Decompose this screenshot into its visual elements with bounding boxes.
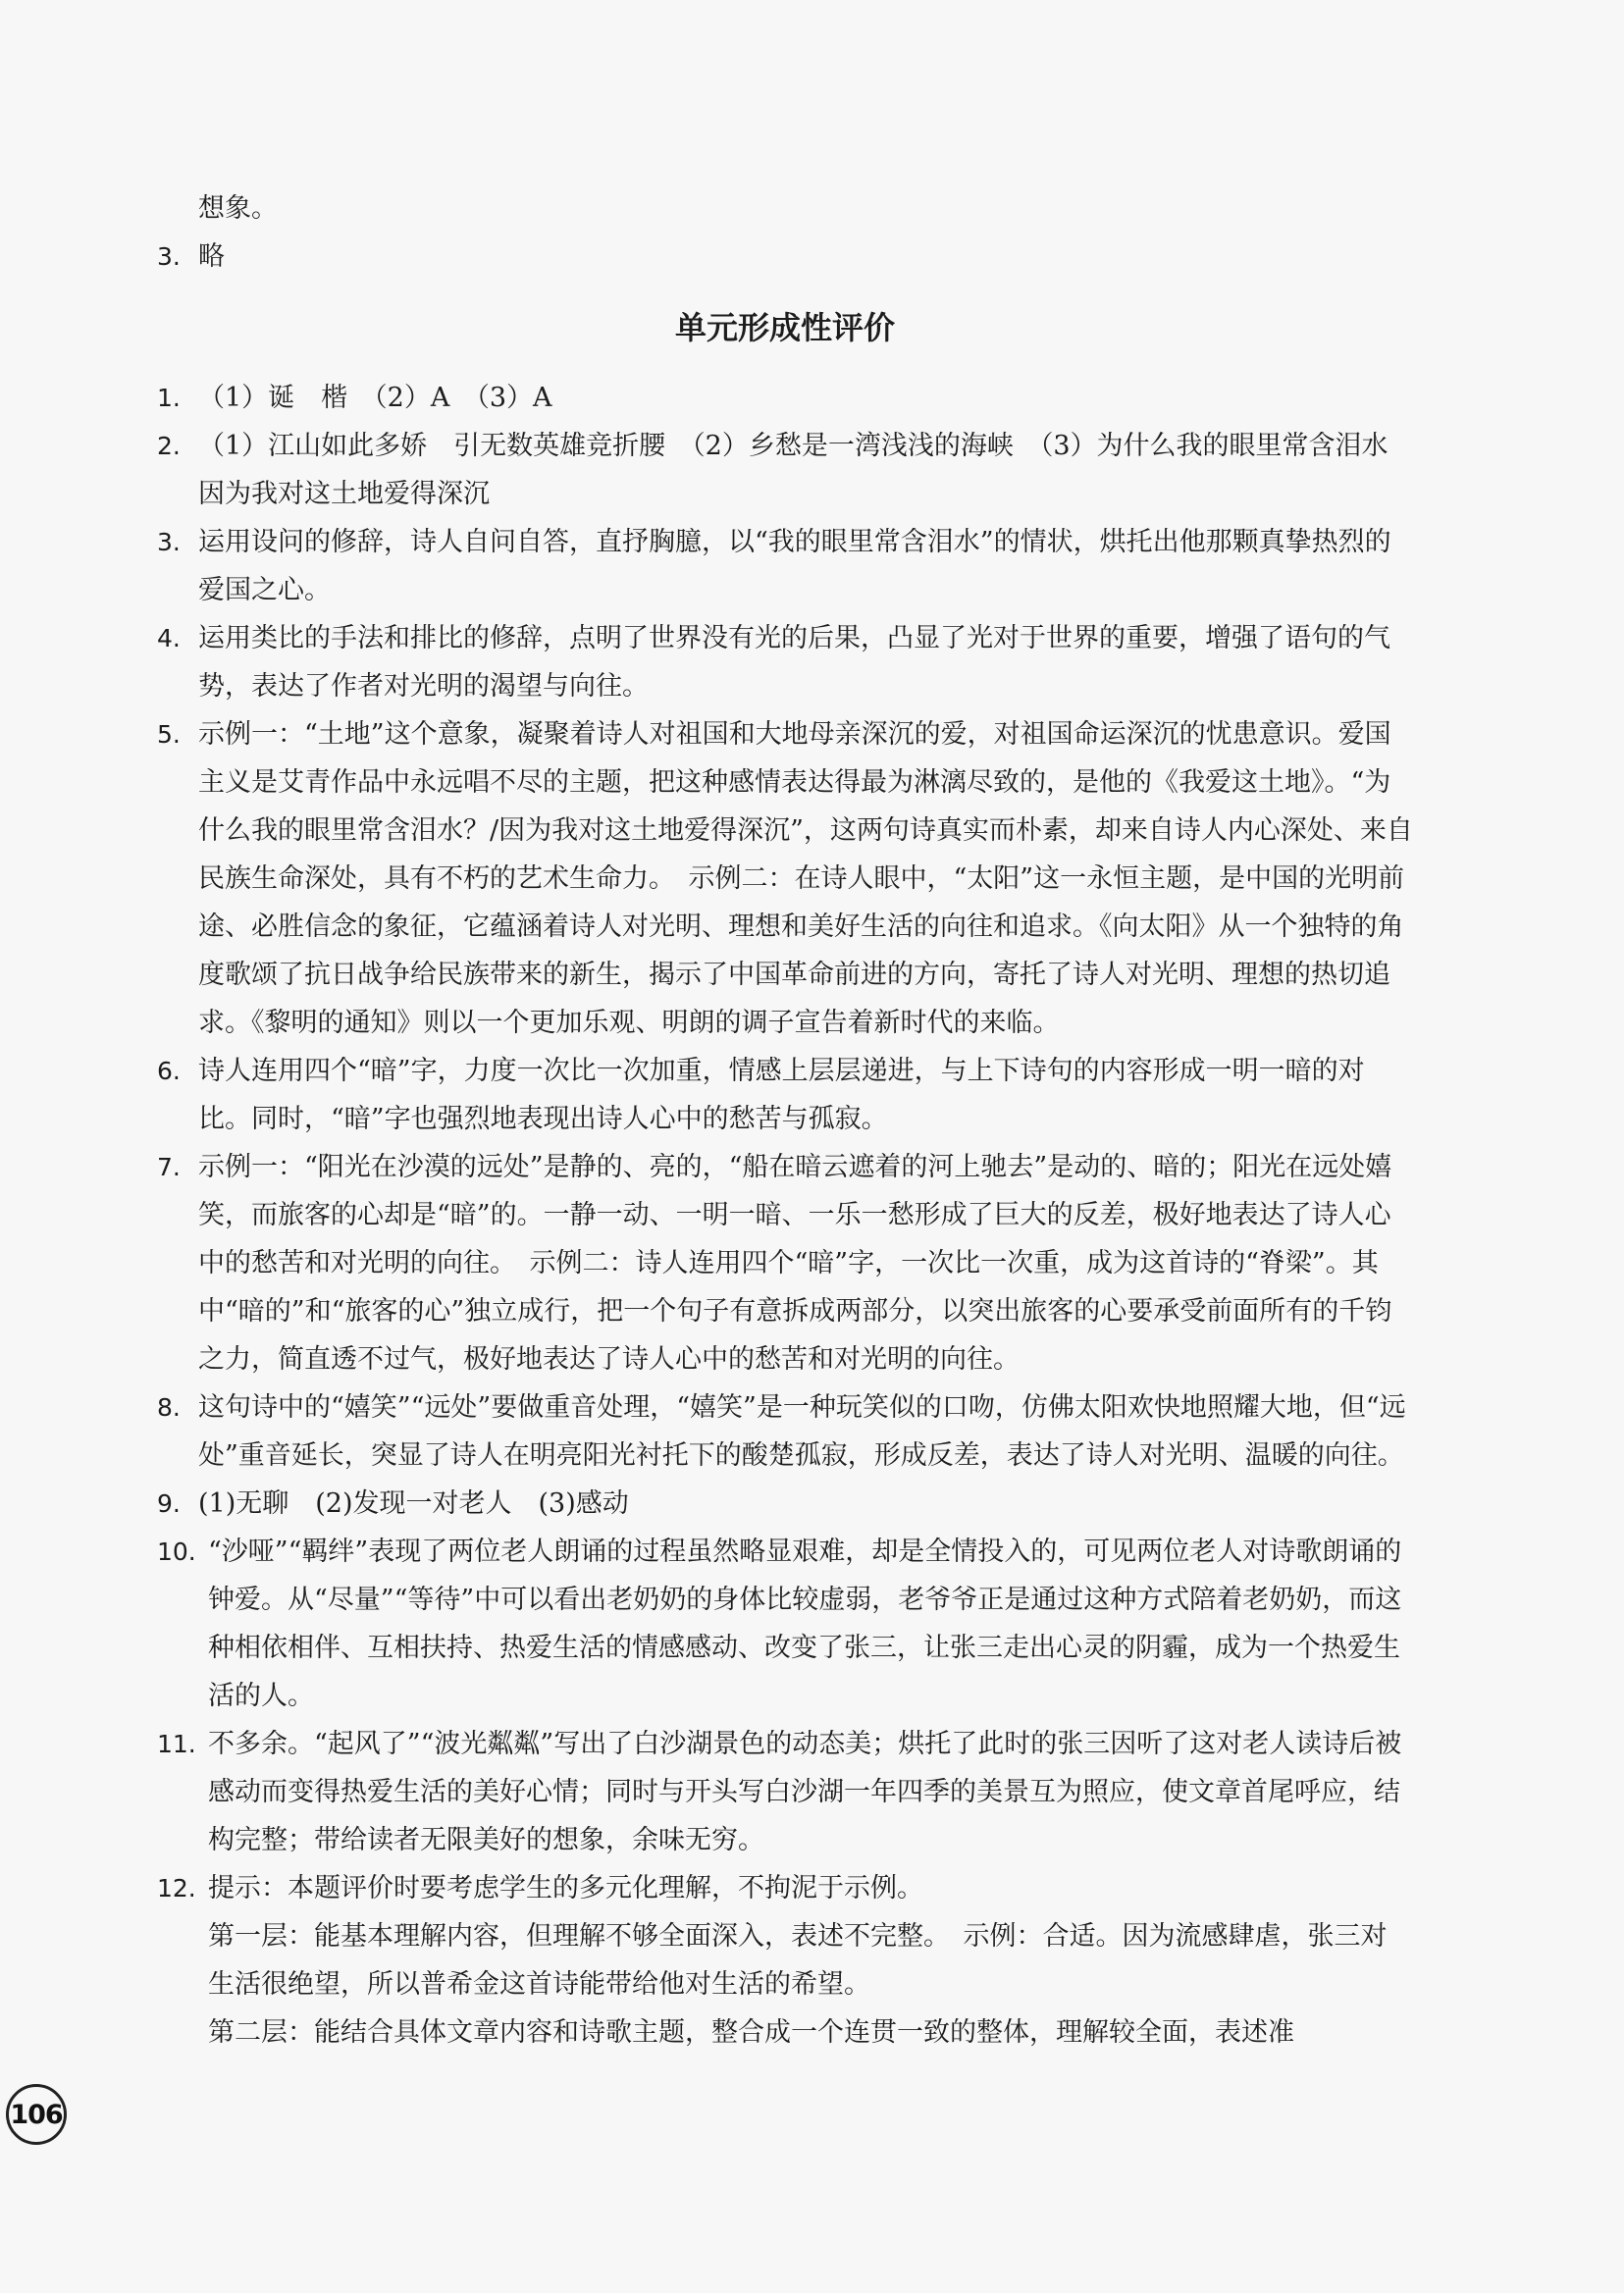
answer-item-12-level-2 [157,2008,1413,2057]
item-text: “沙哑”“羁绊”表现了两位老人朗诵的过程虽然略显艰难，却是全情投入的，可见两位老人对诗歌朗诵的钟爱。从“尽量”“等待”中可以看出老奶奶的身体比较虚弱，老爷爷正是通过这种方式陪着老奶奶，而这种相依相伴、互相扶持、热爱生活的情感感动、改变了张三，让张三走出心灵的阴霾，成为一个热爱生活的人。 [208,1537,1402,1711]
answer-item [157,1864,1413,1912]
item-text: （1）江山如此多娇 引无数英雄竞折腰 （2）乡愁是一湾浅浅的海峡 （3）为什么我的眼里常含泪水 因为我对这土地爱得深沉 [198,431,1415,509]
item-number: 9. [157,1489,181,1518]
answer-content [157,184,1413,2057]
item-text: 提示：本题评价时要考虑学生的多元化理解，不拘泥于示例。 [208,1873,923,1903]
answer-item [157,1528,1413,1720]
item-text: 示例一：“土地”这个意象，凝聚着诗人对祖国和大地母亲深沉的爱，对祖国命运深沉的忧患意识。爱国主义是艾青作品中永远唱不尽的主题，把这种感情表达得最为淋漓尽致的，是他的《我爱这土地》。“为什么我的眼里常含泪水？/因为我对这土地爱得深沉”，这两句诗真实而朴素，却来自诗人内心深处、来自民族生命深处，具有不朽的艺术生命力。 示例二：在诗人眼中，“太阳”这一永恒主题，是中国的光明前途、必胜信念的象征，它蕴涵着诗人对光明、理想和美好生活的向往和追求。《向太阳》从一个独特的角度歌颂了抗日战争给民族带来的新生，揭示了中国革命前进的方向，寄托了诗人对光明、理想的热切追求。《黎明的通知》则以一个更加乐观、明朗的调子宣告着新时代的来临。 [198,719,1413,1038]
item-text: 不多余。“起风了”“波光粼粼”写出了白沙湖景色的动态美；烘托了此时的张三因听了这对老人读诗后被感动而变得热爱生活的美好心情；同时与开头写白沙湖一年四季的美景互为照应，使文章首尾呼应，结构完整；带给读者无限美好的想象，余味无穷。 [208,1729,1402,1855]
item-number: 3. [157,528,181,556]
answer-item [157,1720,1413,1864]
item-number: 11. [157,1730,196,1758]
item-number: 4. [157,624,181,652]
answer-item [157,614,1413,710]
item-text: 诗人连用四个“暗”字，力度一次比一次加重，情感上层层递进，与上下诗句的内容形成一明一暗的对比。同时，“暗”字也强烈地表现出诗人心中的愁苦与孤寂。 [198,1056,1365,1134]
item-text: 第二层：能结合具体文章内容和诗歌主题，整合成一个连贯一致的整体，理解较全面，表述准 [208,2017,1294,2048]
item-number: 2. [157,432,181,460]
item-text: (1)无聊 (2)发现一对老人 (3)感动 [198,1488,629,1519]
answer-item [157,374,1413,422]
answer-item [157,422,1413,518]
item-text: （1）诞 楷 （2）A （3）A [198,383,552,413]
answer-item [157,1143,1413,1383]
item-number: 8. [157,1393,181,1422]
page-number-badge [6,2084,67,2145]
answer-item-3-top [157,233,1413,281]
answer-item [157,1047,1413,1143]
section-title: 单元形成性评价 [674,309,895,346]
answer-item [157,1383,1413,1480]
item-text: 运用类比的手法和排比的修辞，点明了世界没有光的后果，凸显了光对于世界的重要，增强了语句的气势，表达了作者对光明的渴望与向往。 [198,623,1390,702]
answer-item-12-level-1 [157,1912,1413,2008]
item-number: 1. [157,384,181,412]
item-text: 示例一：“阳光在沙漠的远处”是静的、亮的，“船在暗云遮着的河上驰去”是动的、暗的；阳光在远处嬉笑，而旅客的心却是“暗”的。一静一动、一明一暗、一乐一愁形成了巨大的反差，极好地表达了诗人心中的愁苦和对光明的向往。 示例二：诗人连用四个“暗”字，一次比一次重，成为这首诗的“脊梁”。其中“暗的”和“旅客的心”独立成行，把一个句子有意拆成两部分，以突出旅客的心要承受前面所有的千钧之力，简直透不过气，极好地表达了诗人心中的愁苦和对光明的向往。 [198,1152,1392,1375]
answer-item [157,1480,1413,1528]
answer-item [157,518,1413,614]
item-number: 5. [157,720,181,749]
item-text: 运用设问的修辞，诗人自问自答，直抒胸臆，以“我的眼里常含泪水”的情状，烘托出他那颗真挚热烈的爱国之心。 [198,527,1391,605]
page-number: 106 [10,2099,63,2130]
item-text: 这句诗中的“嬉笑”“远处”要做重音处理，“嬉笑”是一种玩笑似的口吻，仿佛太阳欢快地照耀大地，但“远处”重音延长，突显了诗人在明亮阳光衬托下的酸楚孤寂，形成反差，表达了诗人对光明、温暖的向往。 [198,1392,1406,1471]
item-number: 12. [157,1874,196,1902]
item-text: 第一层：能基本理解内容，但理解不够全面深入，表述不完整。 示例：合适。因为流感肆虐，张三对生活很绝望，所以普希金这首诗能带给他对生活的希望。 [208,1921,1388,2000]
item-number: 6. [157,1057,181,1085]
item-text: 略 [198,241,225,272]
item-number: 3. [157,242,181,271]
answer-item [157,710,1413,1047]
item-number: 10. [157,1537,196,1566]
item-number: 7. [157,1153,181,1181]
continued-text: 想象。 [198,193,278,224]
